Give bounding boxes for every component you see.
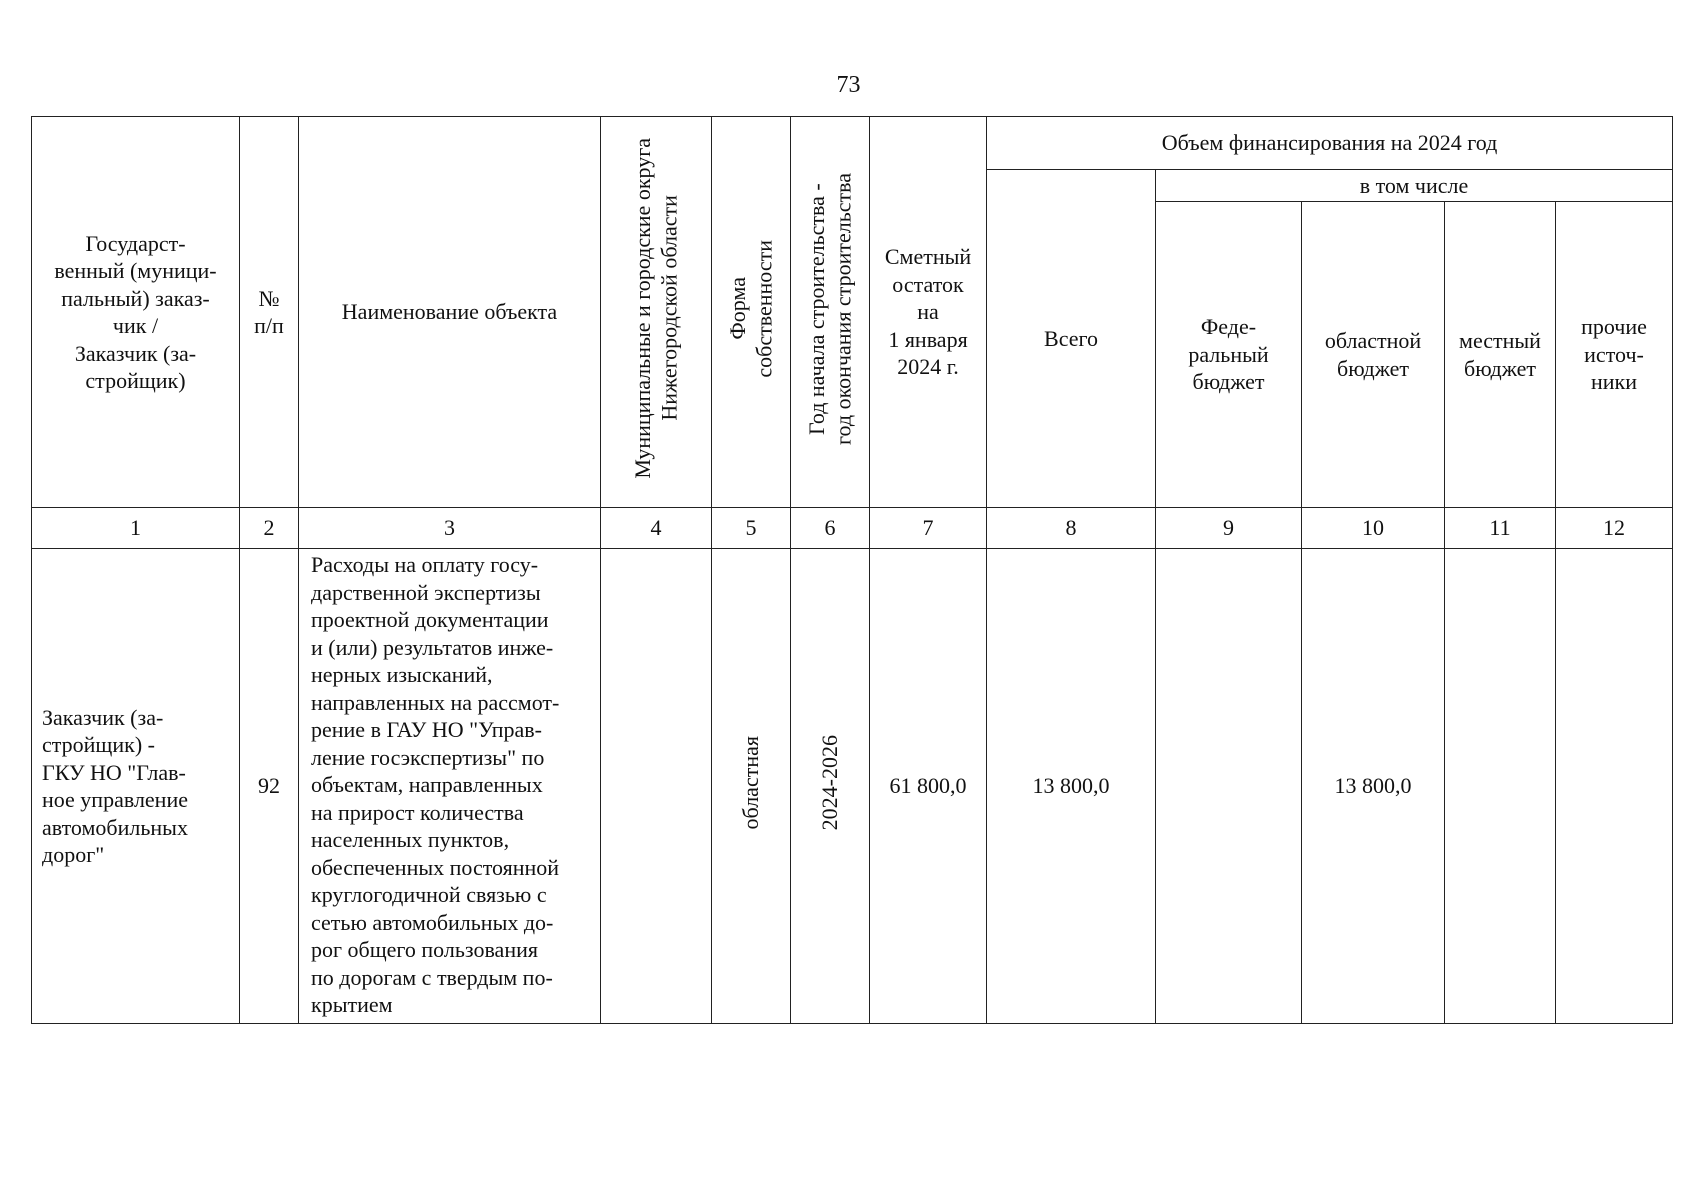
row-object-name: Расходы на оплату госу- дарственной экспертизы проектной документации и (или) результатов инже- нерных изысканий, направленных на рассмот- рение в ГАУ НО "Управ- ление госэкспертизы" по объектам, направленных на прирост количества населенных пунктов, обеспеченных постоянной круглогодичной связью с сетью автомобильных до- рог общего пользования по дорогам с твердым по- крытием (299, 549, 601, 1024)
row-years (791, 549, 870, 1024)
header-other-sources: прочие источ- ники (1556, 202, 1673, 508)
financing-table (31, 116, 1673, 1024)
column-number: 7 (870, 508, 987, 549)
column-numbers-row (32, 508, 1673, 549)
header-municipality: Муниципальные и городские округа Нижегородской области (601, 117, 712, 508)
column-number: 9 (1156, 508, 1302, 549)
header-years: Год начала строительства - год окончания строительства (791, 117, 870, 508)
header-number: № п/п (240, 117, 299, 508)
header-local-budget: местный бюджет (1445, 202, 1556, 508)
row-estimated-balance: 61 800,0 (870, 549, 987, 1024)
column-number: 3 (299, 508, 601, 549)
column-number: 10 (1302, 508, 1445, 549)
row-number: 92 (240, 549, 299, 1024)
column-number: 11 (1445, 508, 1556, 549)
row-local-budget (1445, 549, 1556, 1024)
column-number: 1 (32, 508, 240, 549)
header-estimated-balance: Сметный остаток на 1 января 2024 г. (870, 117, 987, 508)
row-total: 13 800,0 (987, 549, 1156, 1024)
header-federal-budget: Феде- ральный бюджет (1156, 202, 1302, 508)
column-number: 12 (1556, 508, 1673, 549)
row-other-sources (1556, 549, 1673, 1024)
ownership-value: областная (737, 736, 763, 830)
column-number: 4 (601, 508, 712, 549)
header-financing-group: Объем финансирования на 2024 год (987, 117, 1673, 170)
column-number: 8 (987, 508, 1156, 549)
row-federal-budget (1156, 549, 1302, 1024)
header-including: в том числе (1156, 170, 1673, 202)
header-customer: Государст- венный (муници- пальный) заказ- чик / Заказчик (за- стройщик) (32, 117, 240, 508)
header-ownership: Форма собственности (712, 117, 791, 508)
header-regional-budget: областной бюджет (1302, 202, 1445, 508)
row-municipality (601, 549, 712, 1024)
header-total: Всего (987, 170, 1156, 508)
row-ownership (712, 549, 791, 1024)
page-number: 73 (836, 72, 861, 98)
years-value: 2024-2026 (816, 735, 842, 831)
row-regional-budget: 13 800,0 (1302, 549, 1445, 1024)
column-number: 6 (791, 508, 870, 549)
row-customer: Заказчик (за- стройщик) - ГКУ НО "Глав- ное управление автомобильных дорог" (32, 549, 240, 1024)
column-number: 5 (712, 508, 791, 549)
table-row (32, 549, 1673, 1024)
column-number: 2 (240, 508, 299, 549)
header-object-name: Наименование объекта (299, 117, 601, 508)
